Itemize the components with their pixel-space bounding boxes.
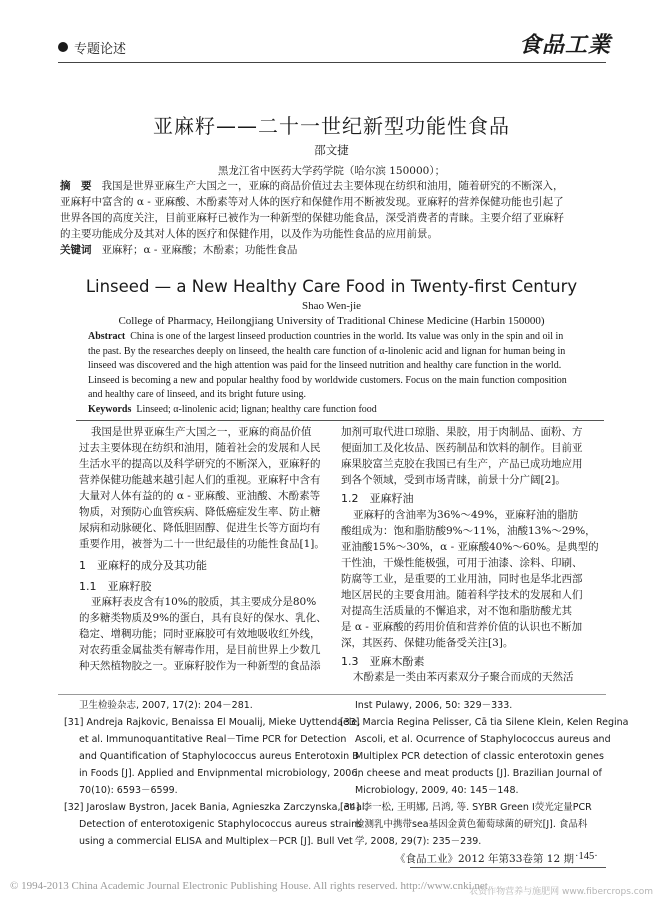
abstract-zh-line: 的主要功能成分及其对人体的医疗和保健作用，以及作为功能性食品的应用前景。 xyxy=(60,228,438,240)
body-line: 对提高生活质量的不懈追求，对不饱和脂肪酸尤其 xyxy=(341,605,572,617)
abstract-en-label: Abstract xyxy=(88,331,126,342)
body-line: 稳定、增稠功能；同时亚麻胶可有效地吸收红外线， xyxy=(79,628,321,640)
body-line: 营养保健功能越来越引起人们的重视。亚麻籽中含有 xyxy=(79,474,321,486)
reference-line: 检测乳中携带sea基因金黄色葡萄球菌的研究[J]. 食品科 xyxy=(355,819,588,830)
body-line: 干性油，干燥性能极强，可用于油漆、涂料、印刷、 xyxy=(341,557,583,569)
subsection-heading: 1.2 亚麻籽油 xyxy=(341,492,414,505)
body-line: 过去主要体现在纺织和油用，随着社会的发展和人民 xyxy=(79,442,321,454)
body-line: 是 α - 亚麻酸的药用价值和营养价值的认识也不断加 xyxy=(341,621,583,633)
abstract-en-line: and healthy care of linseed, and its bright future using. xyxy=(88,389,306,400)
body-line: 木酚素是一类由苯丙素双分子聚合而成的天然活 xyxy=(353,671,574,683)
watermark: 农资作物营养与施肥网 www.fibercrops.com xyxy=(469,887,653,897)
article-title-en: Linseed — a New Healthy Care Food in Twenty-first Century xyxy=(85,277,578,296)
body-line: 尿病和动脉硬化、降低胆固醇、促进生长等方面均有 xyxy=(79,522,321,534)
body-line: 大量对人体有益的的 α - 亚麻酸、亚油酸、木酚素等 xyxy=(79,490,321,502)
reference-line: and Quantification of Staphylococcus aureus Enterotoxin B xyxy=(79,751,359,762)
section-bullet-icon xyxy=(58,42,68,52)
abstract-en-line: Linseed is becoming a new and popular healthy food by worldwide customers. Focus on the main function composition xyxy=(88,374,567,386)
body-line: 我国是世界亚麻生产大国之一，亚麻的商品价值 xyxy=(91,426,312,438)
body-line: 种天然植物胶之一。亚麻籽胶作为一种新型的食品添 xyxy=(79,660,321,672)
subsection-heading: 1.3 亚麻木酚素 xyxy=(341,655,425,668)
body-line: 生活水平的提高以及科学研究的不断深入，亚麻籽的 xyxy=(79,458,321,470)
body-line: 防腐等工业，是重要的工业用油，同时也是华北西部 xyxy=(341,573,583,585)
reference-line: Detection of enterotoxigenic Staphylococcus aureus strains xyxy=(79,819,363,830)
body-line: 麻果胶富兰克胶在我国已有生产，产品已成功地应用 xyxy=(341,458,583,470)
body-line: 亚麻籽表皮含有10%的胶质，其主要成分是80% xyxy=(91,596,317,608)
body-line: 对农药重金属盐类有解毒作用，是目前世界上少数几 xyxy=(79,644,321,656)
article-title-zh: 亚麻籽——二十一世纪新型功能性食品 xyxy=(153,114,510,138)
body-line: 重要作用，被誉为二十一世纪最佳的功能性食品[1]。 xyxy=(79,538,325,550)
reference-line: et al. Immunoquantitative Real－Time PCR for Detection xyxy=(79,734,347,745)
abstract-zh-line: 摘 要 我国是世界亚麻生产大国之一，亚麻的商品价值过去主要体现在纺织和油用，随着研究的不断深入， xyxy=(60,180,564,192)
abstract-divider xyxy=(76,420,604,421)
body-line: 酸组成为：饱和脂肪酸9%～11%，油酸13%～29%， xyxy=(341,525,596,537)
body-line: 亚油酸15%～30%，α - 亚麻酸40%～60%。是典型的 xyxy=(341,541,599,553)
abstract-zh-line: 世界各国的高度关注，目前亚麻籽已被作为一种新型的保健功能食品，深受消费者的青睐。主要介绍了亚麻籽 xyxy=(60,212,564,224)
body-line: 便面加工及化妆品、医药制品和饮料的制作。目前亚 xyxy=(341,442,583,454)
reference-line: in cheese and meat products [J]. Brazilian Journal of xyxy=(355,768,602,779)
reference-line: 卫生检验杂志, 2007, 17(2): 204－281. xyxy=(79,700,253,711)
body-line: 深，其医药、保健功能备受关注[3]。 xyxy=(341,637,514,649)
subsection-heading: 1.1 亚麻籽胶 xyxy=(79,580,152,593)
reference-line: [33] Marcia Regina Pelisser, Cā tia Silene Klein, Kelen Regina xyxy=(340,717,629,728)
abstract-zh-line: 亚麻籽中富含的 α - 亚麻酸、木酚素等对人体的医疗和保健作用不断被发现。亚麻籽的营养保健功能也引起了 xyxy=(60,196,564,208)
journal-issue: 《食品工业》2012 年第33卷第 12 期 xyxy=(395,853,574,865)
author-en: Shao Wen-jie xyxy=(301,300,362,312)
keywords-zh-label: 关键词 xyxy=(60,244,92,256)
journal-logo: 食品工業 xyxy=(518,32,611,58)
section-heading: 1 亚麻籽的成分及其功能 xyxy=(79,559,207,572)
affiliation-zh: 黑龙江省中医药大学药学院（哈尔滨 150000）； xyxy=(217,165,446,177)
body-line: 到各个领域，受到市场青睐，前景十分广阔[2]。 xyxy=(341,474,566,486)
reference-line: [32] Jaroslaw Bystron, Jacek Bania, Agnieszka Zarczynska, et al. xyxy=(64,802,368,813)
reference-line: Microbiology, 2009, 40: 145－148. xyxy=(355,785,519,796)
keywords-en-label: Keywords xyxy=(88,403,132,415)
reference-line: 学, 2008, 29(7): 235－239. xyxy=(355,836,482,847)
body-line: 的多糖类物质及9%的蛋白，具有良好的保水、乳化、 xyxy=(79,612,327,624)
reference-line: [31] Andreja Rajkovic, Benaissa El Moualij, Mieke Uyttendaele, xyxy=(64,717,361,728)
abstract-en-line: the past. By the researches deeply on linseed, the health care function of α-linolenic acid and lignan for human being in xyxy=(88,345,566,357)
keywords-en: Keywords Linseed; α-linolenic acid; lignan; healthy care function food xyxy=(88,403,377,415)
affiliation-en: College of Pharmacy, Heilongjiang University of Traditional Chinese Medicine (Harbin 150000) xyxy=(118,315,545,327)
abstract-zh-label: 摘 要 xyxy=(60,180,92,192)
abstract-en-line: Abstract China is one of the largest linseed production countries in the world. Its value was only in the spin and oil in xyxy=(88,331,564,342)
references-divider xyxy=(58,694,606,695)
reference-line: 70(10): 6593－6599. xyxy=(79,785,178,796)
copyright-notice: © 1994-2013 China Academic Journal Electronic Publishing House. All rights reserved. http://www.cnki.net xyxy=(10,880,488,892)
body-line: 亚麻籽的含油率为36%～49%，亚麻籽油的脂肪 xyxy=(353,509,579,521)
keywords-zh: 关键词 亚麻籽；α - 亚麻酸；木酚素；功能性食品 xyxy=(60,244,298,256)
body-line: 加剂可取代进口琼脂、果胶，用于肉制品、面粉、方 xyxy=(341,426,583,438)
footer-rule xyxy=(410,867,606,868)
abstract-en-line: linseed was discovered and the high attention was paid for the linseed nutrition and healthy care function in the world. xyxy=(88,360,562,371)
author-zh: 邵文捷 xyxy=(314,143,349,157)
reference-line: Multiplex PCR detection of classic enterotoxin genes xyxy=(355,751,604,762)
reference-line: in Foods [J]. Applied and Envipnmental microbiology, 2006, xyxy=(79,768,361,779)
body-line: 物质，对预防心血管疾病、降低癌症发生率、防止糖 xyxy=(79,506,321,518)
reference-line: using a commercial ELISA and Multiplex－PCR [J]. Bull Vet xyxy=(79,836,353,847)
reference-line: Ascoli, et al. Ocurrence of Staphylococcus aureus and xyxy=(355,734,611,745)
reference-line: [34] 李一松, 王明娜, 吕鸿, 等. SYBR Green Ⅰ荧光定量PCR xyxy=(340,802,592,813)
reference-line: Inst Pulawy, 2006, 50: 329－333. xyxy=(355,700,513,711)
header-rule xyxy=(58,62,606,63)
page-number: ·145· xyxy=(575,851,598,862)
body-line: 地区居民的主要食用油。随着科学技术的发展和人们 xyxy=(341,589,583,601)
section-label: 专题论述 xyxy=(74,42,127,57)
